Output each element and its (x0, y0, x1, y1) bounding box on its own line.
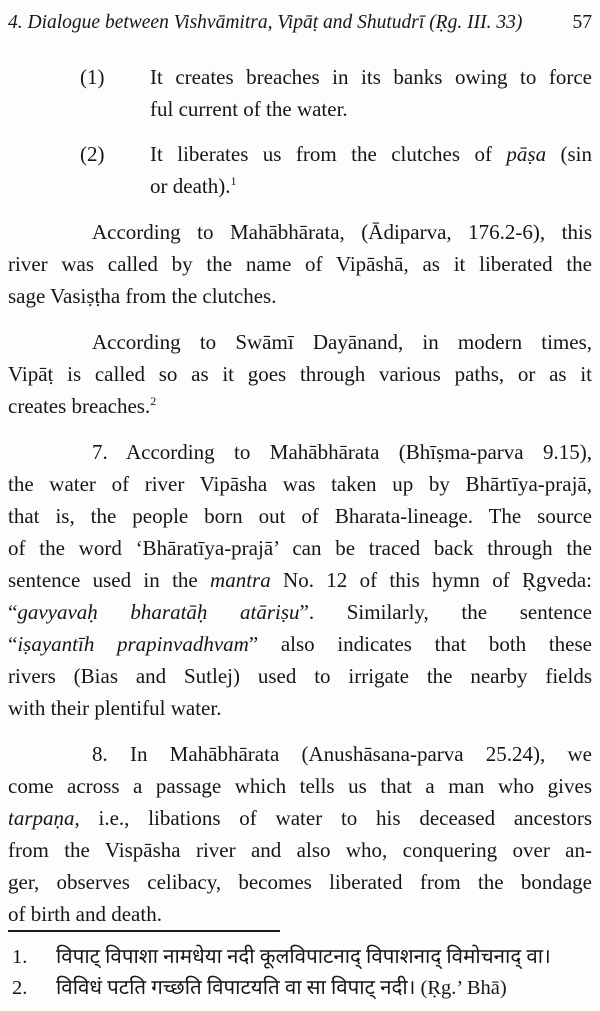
text-line: come across a passage which tells us that a man who gives (8, 774, 592, 798)
text-line: of the word ‘Bhāratīya-prajā’ can be traced back through the (8, 536, 592, 560)
footnote-2-text: विविधं पटति गच्छति विपाटयति वा सा विपाट् नदी। (Ṛg.’ Bhā) (56, 977, 507, 999)
text-line: river was called by the name of Vipāshā, as it liberated the (8, 252, 592, 276)
text-line: the water of river Vipāsha was taken up by Bhārtīya-prajā, (8, 472, 592, 496)
paragraph-adiparva (8, 216, 592, 312)
text-line: “gavyavaḥ bharatāḥ atāriṣu”. Similarly, the sentence (8, 600, 592, 624)
list-item-1 (8, 61, 592, 125)
footnote-1-marker: 1. (12, 946, 28, 968)
list-item-1-text (150, 61, 592, 125)
text-line: Vipāṭ is called so as it goes through various paths, or as it (8, 362, 592, 386)
running-header (8, 10, 592, 36)
footnote-separator (8, 930, 280, 932)
text-line: It creates breaches in its banks owing to force (150, 65, 592, 89)
text-line: 8. In Mahābhārata (Anushāsana-parva 25.24), we (92, 742, 592, 766)
chapter-title: 4. Dialogue between Vishvāmitra, Vipāṭ and Shutudrī (Ṛg. III. 33) (8, 12, 523, 33)
list-item-2 (8, 138, 592, 202)
text-line: of birth and death. (8, 902, 162, 926)
footnote-2-marker: 2. (12, 977, 28, 999)
text-line: or death).$^1$ (150, 174, 237, 198)
text-line: sage Vasiṣṭha from the clutches. (8, 284, 277, 308)
text-line: from the Vispāsha river and also who, conquering over an- (8, 838, 592, 862)
footnote-1-text: विपाट् विपाशा नामधेया नदी कूलविपाटनाद् विपाशनाद् विमोचनाद् वा। (56, 946, 551, 968)
text-line: “iṣayantīh prapinvadhvam” also indicates that both these (8, 632, 592, 656)
text-line: that is, the people born out of Bharata-lineage. The source (8, 504, 592, 528)
numbered-list (8, 48, 592, 202)
paragraph-7-bhishma-parva (8, 436, 592, 724)
page-number: 57 (572, 12, 592, 33)
text-line: rivers (Bias and Sutlej) used to irrigate the nearby fields (8, 664, 592, 688)
text-line: According to Mahābhārata, (Ādiparva, 176.2-6), this (92, 220, 592, 244)
text-line: creates breaches.$^2$ (8, 394, 157, 418)
text-line: 7. According to Mahābhārata (Bhīṣma-parva 9.15), (92, 440, 592, 464)
text-line: tarpaṇa, i.e., libations of water to his deceased ancestors (8, 806, 592, 830)
text-line: ger, observes celibacy, becomes liberated from the bondage (8, 870, 592, 894)
paragraph-8-anushasana-parva (8, 738, 592, 930)
text-line: It liberates us from the clutches of pāṣa (sin (150, 142, 593, 166)
list-item-2-text (150, 138, 592, 202)
text-line: with their plentiful water. (8, 696, 222, 720)
footnotes-section (8, 930, 592, 1011)
list-item-1-marker: (1) (80, 65, 105, 89)
footnote-1 (8, 942, 592, 973)
list-item-2-marker: (2) (80, 142, 105, 166)
text-line: sentence used in the mantra No. 12 of this hymn of Ṛgveda: (8, 568, 593, 592)
text-line: According to Swāmī Dayānand, in modern times, (92, 330, 592, 354)
paragraph-dayanand (8, 326, 592, 422)
text-line: ful current of the water. (150, 97, 348, 121)
footnote-2 (8, 973, 592, 1004)
